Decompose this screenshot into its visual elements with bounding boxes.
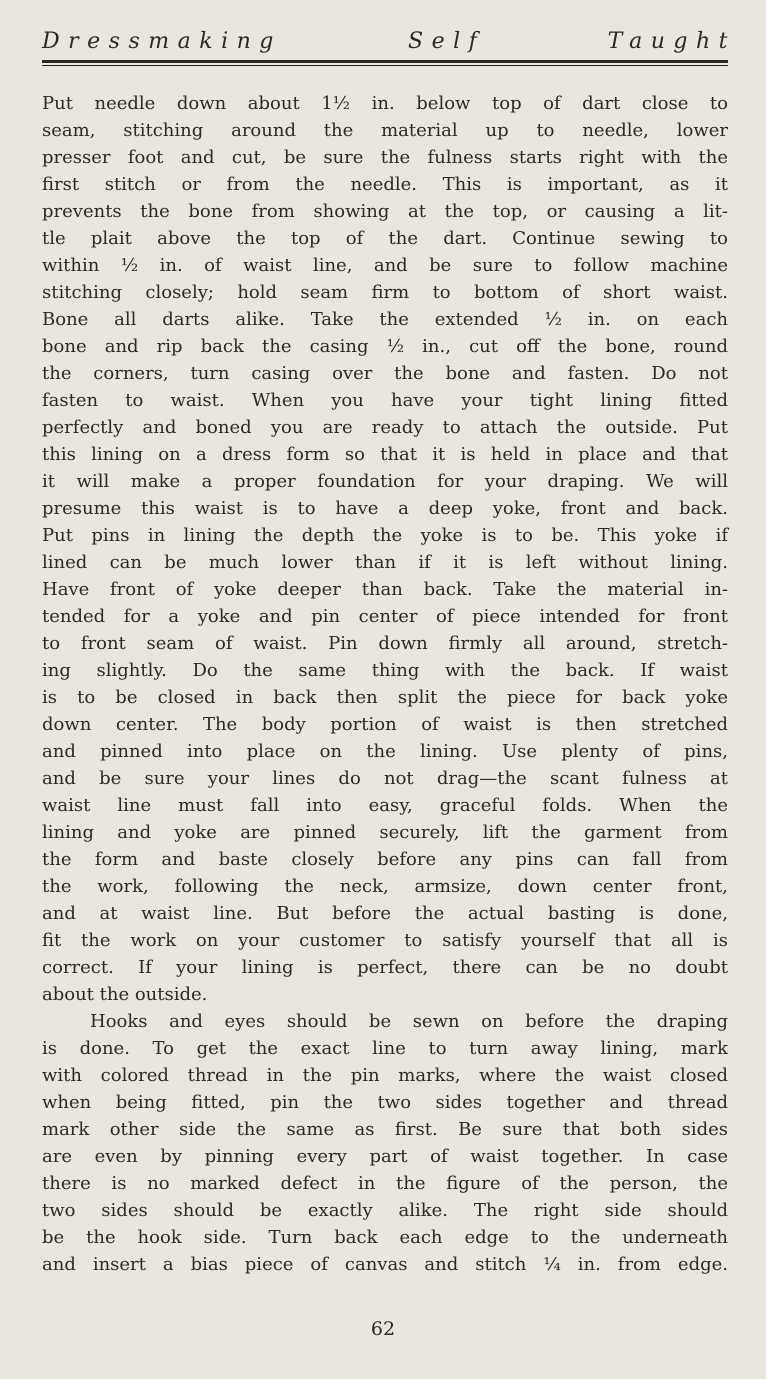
header-book-title-word-2: Self	[408, 29, 486, 54]
text-line: Hooks and eyes should be sewn on before the draping	[90, 1011, 728, 1032]
text-line: fasten to waist. When you have your tight lining fitted	[42, 390, 728, 411]
text-line: down center. The body portion of waist is then stretched	[42, 714, 728, 735]
text-line: tle plait above the top of the dart. Continue sewing to	[42, 228, 728, 249]
text-line: first stitch or from the needle. This is important, as it	[42, 174, 728, 195]
text-line: stitching closely; hold seam firm to bottom of short waist.	[42, 282, 728, 303]
text-line: tended for a yoke and pin center of piece intended for front	[42, 606, 728, 627]
text-line: be the hook side. Turn back each edge to the underneath	[42, 1227, 728, 1248]
text-line: are even by pinning every part of waist together. In case	[42, 1146, 728, 1167]
paragraph	[42, 90, 728, 1008]
text-line: Bone all darts alike. Take the extended ½ in. on each	[42, 309, 728, 330]
header-rule-thin	[42, 65, 728, 66]
text-line: is to be closed in back then split the piece for back yoke	[42, 687, 728, 708]
text-line: and pinned into place on the lining. Use plenty of pins,	[42, 741, 728, 762]
text-line: correct. If your lining is perfect, there can be no doubt	[42, 957, 728, 978]
text-line: the form and baste closely before any pins can fall from	[42, 849, 728, 870]
text-line: presser foot and cut, be sure the fulness starts right with the	[42, 147, 728, 168]
text-line: it will make a proper foundation for your draping. We will	[42, 471, 728, 492]
paragraph	[42, 1008, 728, 1278]
text-line: waist line must fall into easy, graceful folds. When the	[42, 795, 728, 816]
text-line: the corners, turn casing over the bone and fasten. Do not	[42, 363, 728, 384]
text-line: with colored thread in the pin marks, where the waist closed	[42, 1065, 728, 1086]
text-line: seam, stitching around the material up to needle, lower	[42, 120, 728, 141]
text-line: and insert a bias piece of canvas and stitch ¼ in. from edge.	[42, 1254, 728, 1275]
text-line: and be sure your lines do not drag—the scant fulness at	[42, 768, 728, 789]
text-line: is done. To get the exact line to turn away lining, mark	[42, 1038, 728, 1059]
text-line: presume this waist is to have a deep yoke, front and back.	[42, 498, 728, 519]
header-book-title-word-1: Dressmaking	[42, 29, 282, 54]
text-line: ing slightly. Do the same thing with the back. If waist	[42, 660, 728, 681]
text-line: this lining on a dress form so that it is held in place and that	[42, 444, 728, 465]
text-line: the work, following the neck, armsize, down center front,	[42, 876, 728, 897]
text-line: perfectly and boned you are ready to attach the outside. Put	[42, 417, 728, 438]
text-line: mark other side the same as first. Be sure that both sides	[42, 1119, 728, 1140]
text-line: and at waist line. But before the actual basting is done,	[42, 903, 728, 924]
text-line: lined can be much lower than if it is left without lining.	[42, 552, 728, 573]
text-line: Put pins in lining the depth the yoke is to be. This yoke if	[42, 525, 728, 546]
text-line: about the outside.	[42, 984, 208, 1005]
running-header	[42, 24, 736, 60]
text-line: when being fitted, pin the two sides together and thread	[42, 1092, 728, 1113]
text-line: fit the work on your customer to satisfy yourself that all is	[42, 930, 728, 951]
page-number: 62	[370, 1318, 396, 1340]
header-rule-thick	[42, 60, 728, 63]
text-line: lining and yoke are pinned securely, lift the garment from	[42, 822, 728, 843]
text-line: Have front of yoke deeper than back. Take the material in-	[42, 579, 728, 600]
text-line: Put needle down about 1½ in. below top of dart close to	[42, 93, 728, 114]
text-line: to front seam of waist. Pin down firmly all around, stretch-	[42, 633, 728, 654]
text-line: within ½ in. of waist line, and be sure to follow machine	[42, 255, 728, 276]
text-line: bone and rip back the casing ½ in., cut off the bone, round	[42, 336, 728, 357]
text-line: prevents the bone from showing at the top, or causing a lit-	[42, 201, 728, 222]
text-line: two sides should be exactly alike. The right side should	[42, 1200, 728, 1221]
text-line: there is no marked defect in the figure of the person, the	[42, 1173, 728, 1194]
body-text	[42, 90, 728, 1278]
header-book-title-word-3: Taught	[607, 29, 736, 54]
